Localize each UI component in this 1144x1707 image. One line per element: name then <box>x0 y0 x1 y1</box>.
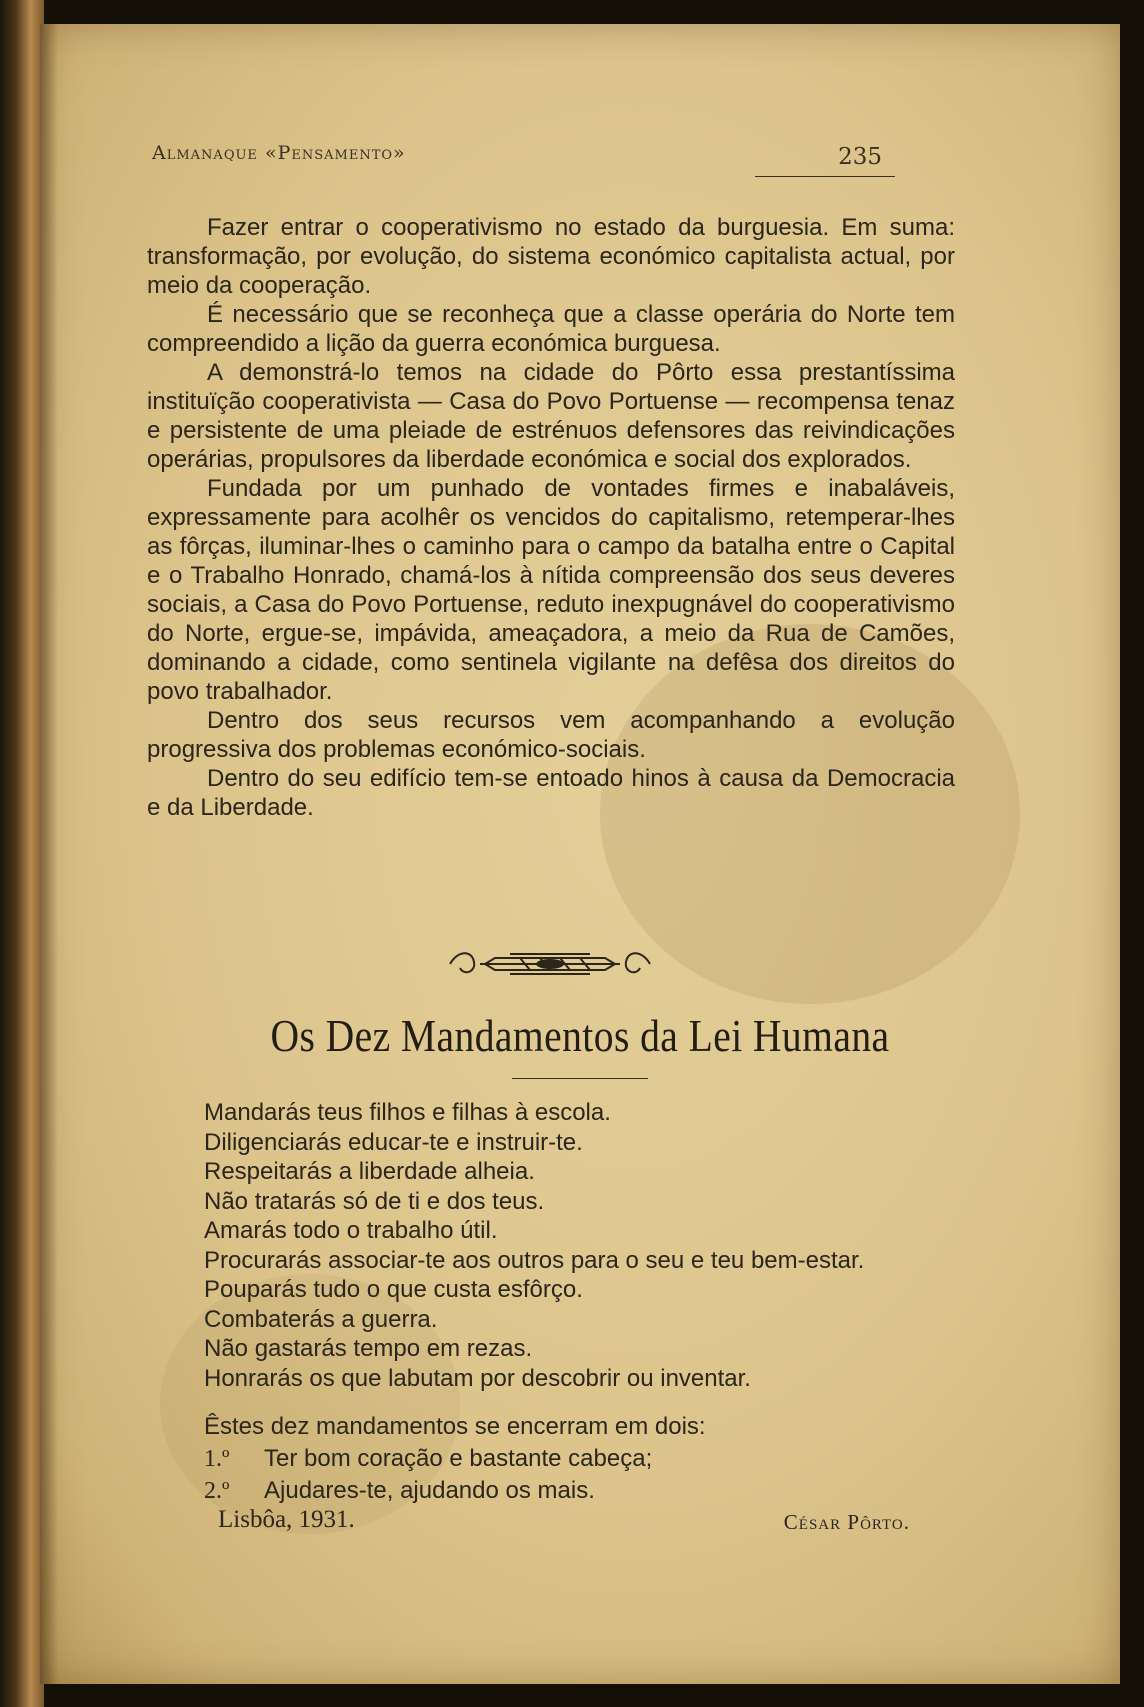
list-item: Não tratarás só de ti e dos teus. <box>204 1187 545 1215</box>
list-item: Mandarás teus filhos e filhas à escola. <box>204 1099 611 1126</box>
list-item: Respeitarás a liberdade alheia. <box>204 1158 535 1185</box>
place-date: Lisbôa, 1931. <box>218 1506 355 1533</box>
summary-item <box>204 1443 944 1475</box>
list-item: Diligenciarás educar-te e instruir-te. <box>204 1128 583 1156</box>
paragraph: Fazer entrar o cooperativismo no estado da burguesia. Em suma: transformação, por evolução, do sistema económico capitalista actual, por meio da cooperação. <box>147 214 955 299</box>
page-gutter-shadow <box>40 24 58 1684</box>
summary-item <box>204 1475 944 1507</box>
ornamental-flourish-icon <box>440 942 660 986</box>
summary-number: 1.º <box>204 1446 230 1472</box>
list-item: Não gastarás tempo em rezas. <box>204 1335 533 1362</box>
header-rule <box>755 176 895 177</box>
article-body <box>147 213 955 822</box>
page-number: 235 <box>838 144 882 170</box>
summary-intro: Êstes dez mandamentos se encerram em dois: <box>204 1413 706 1440</box>
list-item: Procurarás associar-te aos outros para o seu e teu bem-estar. <box>204 1246 865 1274</box>
paragraph: Dentro dos seus recursos vem acompanhando a evolução progressiva dos problemas económico-sociais. <box>147 707 955 763</box>
list-item: Amarás todo o trabalho útil. <box>204 1217 498 1244</box>
commandments-list <box>204 1098 944 1393</box>
list-item: Honrarás os que labutam por descobrir ou inventar. <box>204 1364 751 1392</box>
summary-number: 2.º <box>204 1478 230 1504</box>
summary-text: Ajudares-te, ajudando os mais. <box>264 1477 595 1504</box>
book-spine-edge <box>0 0 44 1707</box>
summary-text: Ter bom coração e bastante cabeça; <box>264 1445 653 1472</box>
paragraph: A demonstrá-lo temos na cidade do Pôrto essa prestantíssima instituïção cooperativista — Casa do Povo Portuense — recompensa tenaz e persistente de uma pleiade de estrénuos defensores das reivindicações operárias, propulsores da liberdade económica e social dos explorados. <box>147 359 955 473</box>
book-page <box>40 24 1120 1684</box>
author-name: César Pôrto. <box>783 1510 910 1534</box>
section-title: Os Dez Mandamentos da Lei Humana <box>270 1010 890 1061</box>
running-title: Almanaque «Pensamento» <box>152 142 406 164</box>
list-item: Pouparás tudo o que custa esfôrço. <box>204 1276 583 1303</box>
paragraph: Dentro do seu edifício tem-se entoado hinos à causa da Democracia e da Liberdade. <box>147 765 955 821</box>
running-header <box>152 132 942 176</box>
list-item: Combaterás a guerra. <box>204 1305 438 1333</box>
summary-block <box>204 1411 944 1507</box>
title-rule <box>512 1078 648 1079</box>
paragraph: É necessário que se reconheça que a classe operária do Norte tem compreendido a lição da guerra económica burguesa. <box>147 301 955 357</box>
paragraph: Fundada por um punhado de vontades firmes e inabaláveis, expressamente para acolhêr os vencidos do capitalismo, retemperar-lhes as fôrças, iluminar-lhes o caminho para o campo da batalha entre o Capital e o Trabalho Honrado, chamá-los à nítida compreensão dos seus deveres sociais, a Casa do Povo Portuense, reduto inexpugnável do cooperativismo do Norte, ergue-se, impávida, ameaçadora, a meio da Rua de Camões, dominando a cidade, como sentinela vigilante na defêsa dos direitos do povo trabalhador. <box>147 475 955 705</box>
signature-row <box>218 1506 938 1540</box>
